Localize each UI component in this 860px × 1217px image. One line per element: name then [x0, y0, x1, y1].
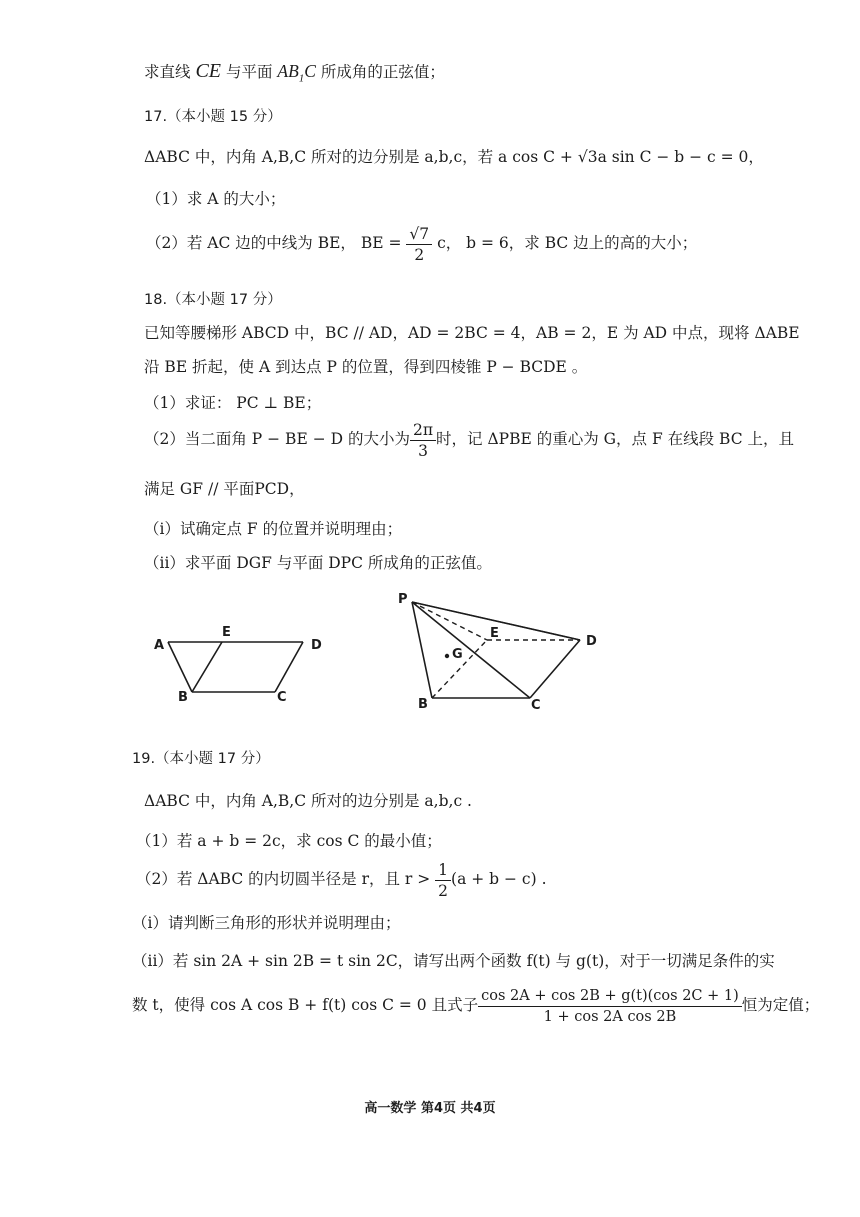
- q19-sub-ii-cont-a: 数 t，使得 cos A cos B + f(t) cos C = 0 且式子: [132, 996, 479, 1014]
- q19-part2: [136, 858, 547, 901]
- q19-stem: ΔABC 中，内角 A,B,C 所对的边分别是 a,b,c .: [144, 792, 472, 810]
- label-e: E: [490, 626, 499, 641]
- math-ab1c-main: AB: [277, 61, 299, 81]
- q19-sub-ii-cont-b: 恒为定值；: [741, 996, 820, 1014]
- q18-part2-b: 时，记 ΔPBE 的重心为 G，点 F 在线段 BC 上，且: [436, 430, 795, 448]
- q17-part2-b: c， b = 6，求 BC 边上的高的大小；: [437, 234, 698, 252]
- label-d: D: [586, 634, 597, 649]
- q18-part2-cont: 满足 GF // 平面PCD，: [144, 480, 305, 498]
- q19-frac-num: 1: [435, 860, 451, 881]
- q17-stem-c: a sin C − b − c = 0，: [597, 148, 764, 166]
- math-ce: CE: [195, 60, 222, 82]
- q19-part2-b: (a + b − c) .: [451, 870, 547, 888]
- label-b: B: [178, 690, 188, 705]
- q19-big-fraction: [478, 986, 742, 1027]
- q17-stem: [144, 146, 764, 168]
- q17-stem-sqrt: √3: [577, 148, 598, 166]
- q18-sub-ii: （ii）求平面 DGF 与平面 DPC 所成角的正弦值。: [144, 554, 492, 572]
- edge-cd: [530, 640, 580, 698]
- label-c: C: [531, 698, 541, 713]
- math-ab1c: [277, 61, 316, 85]
- q19-part2-a: （2）若 ΔABC 的内切圆半径是 r，且 r >: [136, 870, 436, 888]
- label-g: G: [452, 647, 463, 662]
- centroid-g-dot: [445, 654, 449, 658]
- figure-trapezoid: [140, 615, 340, 710]
- math-ab1c-sub: 1: [298, 72, 305, 85]
- edge-pe-hidden: [412, 602, 487, 640]
- q16-tail-text-b: 与平面: [225, 63, 273, 81]
- q17-stem-a: ΔABC 中，内角 A,B,C 所对的边分别是 a,b,c，若 a cos C +: [144, 148, 578, 166]
- q18-fraction: [410, 420, 436, 461]
- q19-part1: （1）若 a + b = 2c，求 cos C 的最小值；: [136, 832, 442, 850]
- edge-ab: [168, 642, 192, 692]
- q16-tail-line: [144, 60, 445, 90]
- q19-sub-i: （i）请判断三角形的形状并说明理由；: [132, 914, 401, 932]
- label-a: A: [154, 638, 165, 653]
- q18-part2-a: （2）当二面角 P − BE − D 的大小为: [144, 430, 410, 448]
- q18-stem-2: 沿 BE 折起，使 A 到达点 P 的位置，得到四棱锥 P − BCDE 。: [144, 358, 588, 376]
- q17-fraction: [406, 224, 432, 265]
- q17-part2: [146, 222, 697, 265]
- q17-frac-num: √7: [406, 224, 432, 245]
- q18-frac-den: 3: [418, 441, 428, 460]
- q16-tail-text-c: 所成角的正弦值；: [320, 63, 445, 81]
- q19-header: 19.（本小题 17 分）: [132, 751, 270, 767]
- label-c: C: [277, 690, 287, 705]
- q18-part2: [144, 418, 794, 461]
- q18-sub-i: （i）试确定点 F 的位置并说明理由；: [144, 520, 403, 538]
- q17-frac-den: 2: [414, 245, 425, 264]
- label-e: E: [222, 625, 231, 640]
- label-b: B: [418, 697, 428, 712]
- q19-fraction: [435, 860, 451, 901]
- page-footer: 高一数学 第4页 共4页: [364, 1101, 496, 1116]
- q16-tail-text-a: 求直线: [144, 63, 191, 81]
- q18-frac-num: 2π: [410, 420, 436, 441]
- q19-frac-den: 2: [438, 881, 449, 900]
- q19-sub-ii: （ii）若 sin 2A + sin 2B = t sin 2C，请写出两个函数 f(t) 与 g(t)，对于一切满足条件的实: [132, 952, 775, 970]
- label-d: D: [311, 638, 322, 653]
- label-p: P: [398, 592, 408, 607]
- q19-big-frac-den: 1 + cos 2A cos 2B: [543, 1008, 677, 1025]
- figure-pyramid: [390, 585, 620, 715]
- q18-header: 18.（本小题 17 分）: [144, 292, 282, 308]
- q17-part1: （1）求 A 的大小；: [146, 190, 286, 208]
- q18-part1: （1）求证： PC ⊥ BE；: [144, 394, 322, 412]
- math-ab1c-end: C: [304, 61, 316, 81]
- q17-header: 17.（本小题 15 分）: [144, 109, 282, 125]
- q17-part2-a: （2）若 AC 边的中线为 BE， BE =: [146, 234, 407, 252]
- q19-sub-ii-cont: [132, 984, 819, 1027]
- edge-be: [192, 642, 222, 692]
- edge-cd: [275, 642, 303, 692]
- q18-stem-1: 已知等腰梯形 ABCD 中，BC // AD，AD = 2BC = 4，AB = 2，E 为 AD 中点，现将 ΔABE: [144, 324, 800, 342]
- q19-big-frac-num: cos 2A + cos 2B + g(t)(cos 2C + 1): [478, 986, 742, 1007]
